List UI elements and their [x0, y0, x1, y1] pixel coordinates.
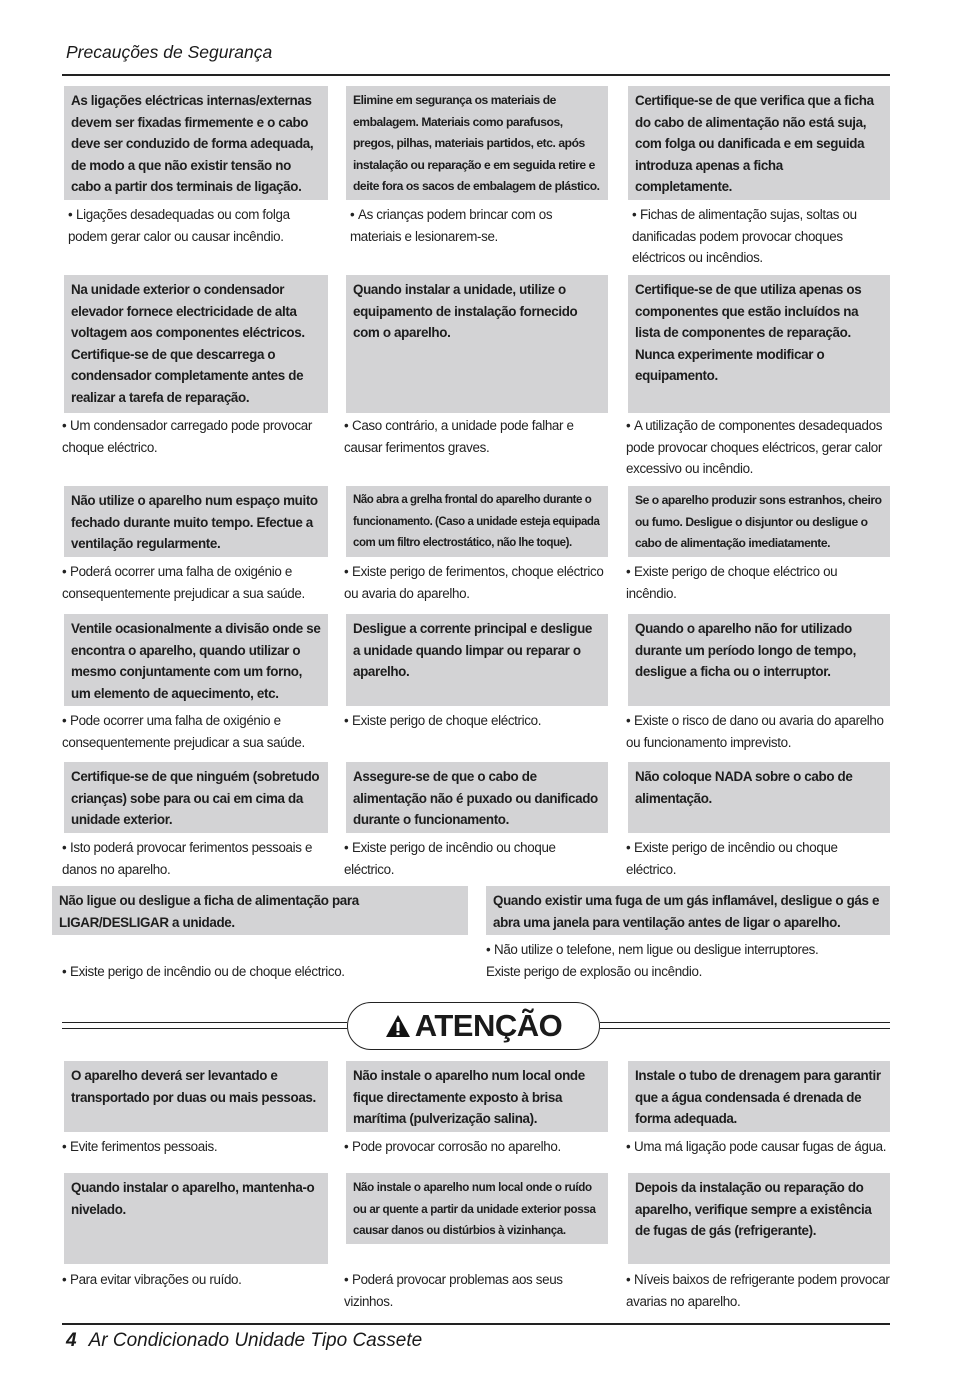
caution-note-capacitor-discharge: • Um condensador carregado pode provocar choque eléctrico.	[62, 418, 313, 455]
caution-note-flammable-gas-leak: • Não utilize o telefone, nem ligue ou desligue interruptores. Existe perigo de explosão ou incêndio.	[486, 942, 819, 979]
caution-box-capacitor-discharge: Na unidade exterior o condensador elevador fornece electricidade de alta voltagem aos componentes eléctricos. Certifique-se de que descarrega o condensador completamente antes de realizar a tarefa de reparação.	[64, 275, 328, 413]
caution-box-internal-external-wiring: As ligações eléctricas internas/externas devem ser fixadas firmemente e o cabo deve ser conduzido de forma adequada, de modo a que não existir tensão no cabo a partir dos terminais de ligação.	[64, 86, 328, 200]
caution-box-main-power-cleaning: Desligue a corrente principal e desligue a unidade quando limpar ou reparar o aparelho.	[346, 614, 608, 706]
caution-note-repair-components: • A utilização de componentes desadequados pode provocar choques eléctricos, gerar calor excessivo ou incêndio.	[626, 418, 883, 477]
caution-box-strange-sounds: Se o aparelho produzir sons estranhos, cheiro ou fumo. Desligue o disjuntor ou desligue o cabo de alimentação imediatamente.	[628, 486, 890, 557]
warning-note-drain-pipe: • Uma má ligação pode causar fugas de água.	[626, 1139, 887, 1154]
divider-line-left	[62, 1022, 347, 1029]
page-footer	[66, 1330, 422, 1352]
footer-title: Ar Condicionado Unidade Tipo Cassete	[88, 1330, 423, 1351]
caution-box-plug-on-off: Não ligue ou desligue a ficha de alimentação para LIGAR/DESLIGAR a unidade.	[52, 886, 468, 935]
caution-box-ventilation-closed-space: Não utilize o aparelho num espaço muito fechado durante muito tempo. Efectue a ventilação regularmente.	[64, 486, 328, 557]
caution-box-climbing-outdoor-unit: Certifique-se de que ninguém (sobretudo crianças) sobe para ou cai em cima da unidade exterior.	[64, 762, 328, 833]
atencao-heading	[347, 1002, 600, 1050]
caution-note-room-ventilation-oven: • Pode ocorrer uma falha de oxigénio e consequentemente prejudicar a sua saúde.	[62, 713, 305, 750]
warning-note-level-installation: • Para evitar vibrações ou ruído.	[62, 1272, 242, 1287]
atencao-label: ATENÇÃO	[414, 1008, 563, 1043]
caution-note-nothing-on-cable: • Existe perigo de incêndio ou choque eléctrico.	[626, 840, 838, 877]
page-header-title: Precauções de Segurança	[66, 42, 273, 62]
warning-note-gas-leak-check: • Níveis baixos de refrigerante podem provocar avarias no aparelho.	[626, 1272, 890, 1309]
header-rule	[62, 74, 890, 76]
divider-line-right	[600, 1022, 890, 1029]
caution-note-plug-on-off: • Existe perigo de incêndio ou de choque eléctrico.	[62, 964, 345, 979]
atencao-section-divider	[62, 1000, 890, 1054]
caution-note-front-grille: • Existe perigo de ferimentos, choque eléctrico ou avaria do aparelho.	[344, 564, 604, 601]
caution-note-long-term-unused: • Existe o risco de dano ou avaria do aparelho ou funcionamento imprevisto.	[626, 713, 884, 750]
caution-box-flammable-gas-leak: Quando existir uma fuga de um gás inflamável, desligue o gás e abra uma janela para ventilação antes de ligar o aparelho.	[486, 886, 890, 935]
caution-box-long-term-unused: Quando o aparelho não for utilizado durante um período longo de tempo, desligue a ficha ou o interruptor.	[628, 614, 890, 706]
warning-note-sea-breeze: • Pode provocar corrosão no aparelho.	[344, 1139, 561, 1154]
caution-note-power-plug-check: • Fichas de alimentação sujas, soltas ou danificadas podem provocar choques eléctricos ou incêndios.	[632, 207, 857, 266]
warning-box-sea-breeze: Não instale o aparelho num local onde fique directamente exposto à brisa marítima (pulverização salina).	[346, 1061, 608, 1132]
caution-note-internal-external-wiring: • Ligações desadequadas ou com folga podem gerar calor ou causar incêndio.	[68, 207, 290, 244]
caution-box-power-cable-pulled: Assegure-se de que o cabo de alimentação não é puxado ou danificado durante o funcionamento.	[346, 762, 608, 833]
caution-box-repair-components: Certifique-se de que utiliza apenas os componentes que estão incluídos na lista de componentes de reparação. Nunca experimente modificar o equipamento.	[628, 275, 890, 413]
warning-note-noise-hot-air: • Poderá provocar problemas aos seus vizinhos.	[344, 1272, 563, 1309]
warning-box-noise-hot-air: Não instale o aparelho num local onde o ruído ou ar quente a partir da unidade exterior possa causar danos ou distúrbios à vizinhança.	[346, 1173, 608, 1244]
caution-note-installation-equipment: • Caso contrário, a unidade pode falhar e causar ferimentos graves.	[344, 418, 574, 455]
caution-box-packaging-disposal: Elimine em segurança os materiais de embalagem. Materiais como parafusos, pregos, pilhas, materiais partidos, etc. após instalação ou reparação e em seguida retire e deite fora os sacos de embalagem de plástico.	[346, 86, 608, 200]
warning-box-level-installation: Quando instalar o aparelho, mantenha-o nivelado.	[64, 1173, 328, 1264]
caution-note-climbing-outdoor-unit: • Isto poderá provocar ferimentos pessoais e danos no aparelho.	[62, 840, 313, 877]
warning-box-lift-two-people: O aparelho deverá ser levantado e transportado por duas ou mais pessoas.	[64, 1061, 328, 1132]
warning-box-gas-leak-check: Depois da instalação ou reparação do aparelho, verifique sempre a existência de fugas de gás (refrigerante).	[628, 1173, 890, 1264]
caution-note-packaging-disposal: • As crianças podem brincar com os materiais e lesionarem-se.	[350, 207, 553, 244]
footer-rule	[62, 1323, 890, 1325]
caution-box-installation-equipment: Quando instalar a unidade, utilize o equipamento de instalação fornecido com o aparelho.	[346, 275, 608, 413]
caution-box-nothing-on-cable: Não coloque NADA sobre o cabo de alimentação.	[628, 762, 890, 833]
caution-box-power-plug-check: Certifique-se de que verifica que a ficha do cabo de alimentação não está suja, com folga ou danificada e em seguida introduza apenas a ficha completamente.	[628, 86, 890, 200]
page-number: 4	[66, 1330, 77, 1351]
caution-note-strange-sounds: • Existe perigo de choque eléctrico ou incêndio.	[626, 564, 838, 601]
caution-note-main-power-cleaning: • Existe perigo de choque eléctrico.	[344, 713, 542, 728]
caution-note-power-cable-pulled: • Existe perigo de incêndio ou choque eléctrico.	[344, 840, 556, 877]
caution-box-room-ventilation-oven: Ventile ocasionalmente a divisão onde se encontra o aparelho, quando utilizar o mesmo conjuntamente com um forno, um elemento de aquecimento, etc.	[64, 614, 328, 706]
caution-note-ventilation-closed-space: • Poderá ocorrer uma falha de oxigénio e consequentemente prejudicar a sua saúde.	[62, 564, 305, 601]
warning-triangle-icon	[385, 1014, 411, 1038]
warning-note-lift-two-people: • Evite ferimentos pessoais.	[62, 1139, 218, 1154]
caution-box-front-grille: Não abra a grelha frontal do aparelho durante o funcionamento. (Caso a unidade esteja equipada com um filtro electrostático, não lhe toque).	[346, 486, 608, 557]
warning-box-drain-pipe: Instale o tubo de drenagem para garantir que a água condensada é drenada de forma adequada.	[628, 1061, 890, 1132]
